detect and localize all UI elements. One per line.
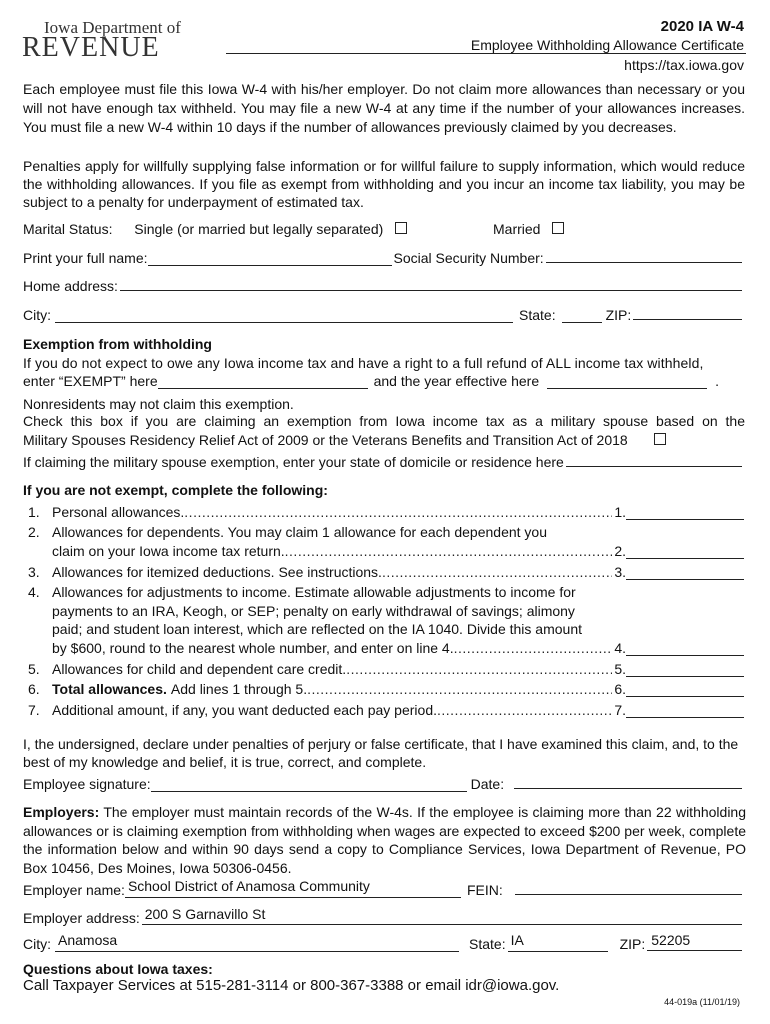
allowance-text: Allowances for dependents. You may claim 1 allowance for each dependent you	[52, 524, 547, 541]
allowances-heading: If you are not exempt, complete the following:	[23, 482, 328, 498]
allowance-answer-field[interactable]	[626, 682, 744, 697]
military-spouse-line2	[23, 432, 666, 448]
single-option-label: Single (or married but legally separated)	[134, 221, 384, 237]
military-spouse-line1: Check this box if you are claiming an exemption from Iowa income tax as a military spouse based on the	[23, 413, 745, 429]
employers-paragraph	[23, 803, 746, 877]
state-field[interactable]	[562, 308, 602, 323]
allowance-number: 4.	[28, 584, 40, 601]
allowance-text: by $600, round to the nearest whole number, and enter on line 4.	[52, 639, 454, 656]
exempt-field[interactable]	[158, 374, 368, 389]
home-address-row	[23, 278, 744, 294]
domicile-field[interactable]	[566, 465, 742, 467]
city-label: City:	[23, 307, 51, 323]
marital-status-label: Marital Status:	[23, 221, 113, 237]
allowance-text: Additional amount, if any, you want deducted each pay period.	[52, 702, 437, 719]
dot-leader	[382, 564, 612, 580]
employer-address-row	[23, 907, 744, 926]
employer-address-label: Employer address:	[23, 910, 140, 926]
allowance-number: 7.	[28, 702, 40, 719]
allowance-number: 1.	[28, 503, 40, 520]
military-spouse-text: Military Spouses Residency Relief Act of 2009 or the Veterans Benefits and Transition Act of 2018	[23, 432, 628, 448]
allowance-number: 2.	[28, 524, 40, 541]
state-label: State:	[519, 307, 556, 323]
allowance-text: payments to an IRA, Keogh, or SEP; penalty on early withdrawal of savings; alimony	[52, 602, 575, 619]
logo-main-text: REVENUE	[22, 32, 160, 63]
allowance-item	[28, 582, 744, 656]
header-rule	[226, 53, 746, 54]
single-checkbox[interactable]	[395, 222, 407, 234]
fein-label: FEIN:	[466, 882, 503, 898]
date-label: Date:	[470, 776, 505, 792]
signature-label: Employee signature:	[23, 776, 151, 792]
employer-name-row	[23, 880, 744, 898]
exempt-label: enter “EXEMPT” here	[23, 373, 158, 389]
allowance-answer-field[interactable]	[626, 703, 744, 718]
dot-leader	[346, 661, 612, 677]
allowance-text: claim on your Iowa income tax return.	[52, 542, 285, 559]
employer-name-label: Employer name:	[23, 882, 125, 898]
military-spouse-checkbox[interactable]	[654, 433, 666, 445]
exemption-heading: Exemption from withholding	[23, 336, 212, 352]
domicile-row	[23, 454, 744, 470]
dot-leader	[437, 702, 612, 718]
period-mark: .	[715, 373, 720, 389]
allowance-text: Add lines 1 through 5.	[170, 681, 308, 698]
form-subtitle: Employee Withholding Allowance Certificate	[470, 37, 744, 53]
married-checkbox[interactable]	[552, 222, 564, 234]
employer-state-field[interactable]	[508, 934, 608, 952]
full-name-field[interactable]	[148, 251, 392, 266]
declaration-text: I, the undersigned, declare under penalties of perjury or false certificate, that I have examined this claim, and, to the best of my knowledge and belief, it is true, correct, and complete.	[23, 736, 739, 770]
employer-state-label: State:	[469, 936, 506, 952]
allowance-text: Allowances for itemized deductions. See instructions.	[52, 563, 382, 580]
married-option	[493, 221, 564, 237]
allowance-text: Personal allowances.	[52, 503, 185, 520]
allowance-bold-label: Total allowances.	[52, 681, 167, 698]
allowance-item	[28, 501, 744, 520]
intro-paragraph: Each employee must file this Iowa W-4 with his/her employer. Do not claim more allowances than necessary or you will not have enough tax withheld. You may file a new W-4 at any time if the number of your allowances increases. You must file a new W-4 within 10 days if the number of allowances previously claimed by you decreases.	[23, 81, 745, 135]
dot-leader	[285, 543, 613, 559]
penalties-paragraph: Penalties apply for willfully supplying false information or for willful failure to supply information, which would reduce the withholding allowances. If you file as exempt from withholding and you incur an income tax liability, you may be subject to a penalty for underpayment of estimated tax.	[23, 158, 745, 210]
allowance-answer-field[interactable]	[626, 544, 744, 559]
employer-name-value: School District of Anamosa Community	[127, 878, 370, 894]
questions-text: Call Taxpayer Services at 515-281-3114 or 800-367-3388 or email idr@iowa.gov.	[23, 977, 560, 994]
home-address-field[interactable]	[120, 289, 742, 291]
line-reference: 7.	[614, 702, 626, 719]
domicile-label: If claiming the military spouse exemption, enter your state of domicile or residence here	[23, 454, 564, 470]
questions-heading: Questions about Iowa taxes:	[23, 961, 213, 977]
allowance-answer-field[interactable]	[626, 565, 744, 580]
signature-field[interactable]	[151, 777, 467, 792]
allowance-text: paid; and student loan interest, which are reflected on the IA 1040. Divide this amount	[52, 621, 582, 638]
full-name-label: Print your full name:	[23, 250, 148, 266]
employer-city-value: Anamosa	[58, 932, 118, 948]
fein-field[interactable]	[515, 893, 742, 895]
allowance-list	[28, 501, 744, 721]
married-option-label: Married	[493, 221, 541, 237]
ssn-label: Social Security Number:	[393, 250, 544, 266]
allowance-item	[28, 679, 744, 698]
logo-top-text: Iowa Department of	[44, 18, 181, 37]
city-state-zip-row	[23, 307, 744, 323]
allowance-answer-field[interactable]	[626, 662, 744, 677]
allowance-item	[28, 658, 744, 677]
line-reference: 5.	[614, 660, 626, 677]
line-reference: 1.	[614, 503, 626, 520]
dot-leader	[307, 681, 612, 697]
form-code: 44-019a (11/01/19)	[664, 997, 740, 1007]
employers-bold-label: Employers:	[23, 804, 100, 820]
year-effective-field[interactable]	[547, 374, 707, 389]
employer-address-field[interactable]	[142, 907, 742, 925]
employer-zip-field[interactable]	[647, 933, 742, 951]
zip-label: ZIP:	[605, 307, 632, 323]
exemption-line1: If you do not expect to owe any Iowa income tax and have a right to a full refund of ALL income tax withheld,	[23, 355, 704, 371]
allowance-answer-field[interactable]	[626, 641, 744, 656]
nonresident-note: Nonresidents may not claim this exemption.	[23, 396, 294, 412]
line-reference: 4.	[614, 639, 626, 656]
zip-field[interactable]	[633, 318, 742, 320]
signature-row	[23, 776, 744, 792]
home-address-label: Home address:	[23, 278, 118, 294]
year-effective-label: and the year effective here	[373, 373, 540, 389]
employers-text: The employer must maintain records of the W-4s. If the employee is claiming more than 22 withholding allowances or is claiming exemption from withholding when wages are expected to exceed $200 per week, complete the information below and within 90 days send a copy to Compliance Services, Iowa Department of Revenue, PO Box 10456, Des Moines, Iowa 50306-0456.	[23, 804, 747, 876]
marital-status-row	[23, 221, 407, 237]
website-link[interactable]: https://tax.iowa.gov	[624, 57, 744, 73]
employer-city-row	[23, 933, 744, 952]
allowance-number: 6.	[28, 681, 40, 698]
agency-logo	[22, 18, 192, 63]
date-field[interactable]	[514, 787, 742, 789]
allowance-text: Allowances for child and dependent care credit.	[52, 660, 347, 677]
employer-zip-label: ZIP:	[619, 936, 646, 952]
employer-name-field[interactable]	[125, 880, 461, 898]
ssn-field[interactable]	[546, 261, 742, 263]
allowance-answer-field[interactable]	[626, 505, 744, 520]
dot-leader	[454, 640, 613, 656]
line-reference: 6.	[614, 681, 626, 698]
allowance-number: 5.	[28, 660, 40, 677]
employer-city-field[interactable]	[55, 934, 459, 952]
employer-zip-value: 52205	[651, 932, 691, 948]
employer-address-value: 200 S Garnavillo St	[144, 906, 266, 922]
name-ssn-row	[23, 250, 744, 266]
allowance-item	[28, 561, 744, 580]
exempt-entry-row	[23, 373, 744, 389]
line-reference: 2.	[614, 542, 626, 559]
employer-state-value: IA	[510, 932, 524, 948]
form-title: 2020 IA W-4	[660, 18, 744, 35]
allowance-text: Allowances for adjustments to income. Estimate allowable adjustments to income for	[52, 584, 576, 601]
city-field[interactable]	[55, 308, 513, 323]
allowance-number: 3.	[28, 563, 40, 580]
employer-city-label: City:	[23, 936, 51, 952]
dot-leader	[184, 504, 612, 520]
allowance-item	[28, 522, 744, 559]
line-reference: 3.	[614, 563, 626, 580]
allowance-item	[28, 700, 744, 719]
